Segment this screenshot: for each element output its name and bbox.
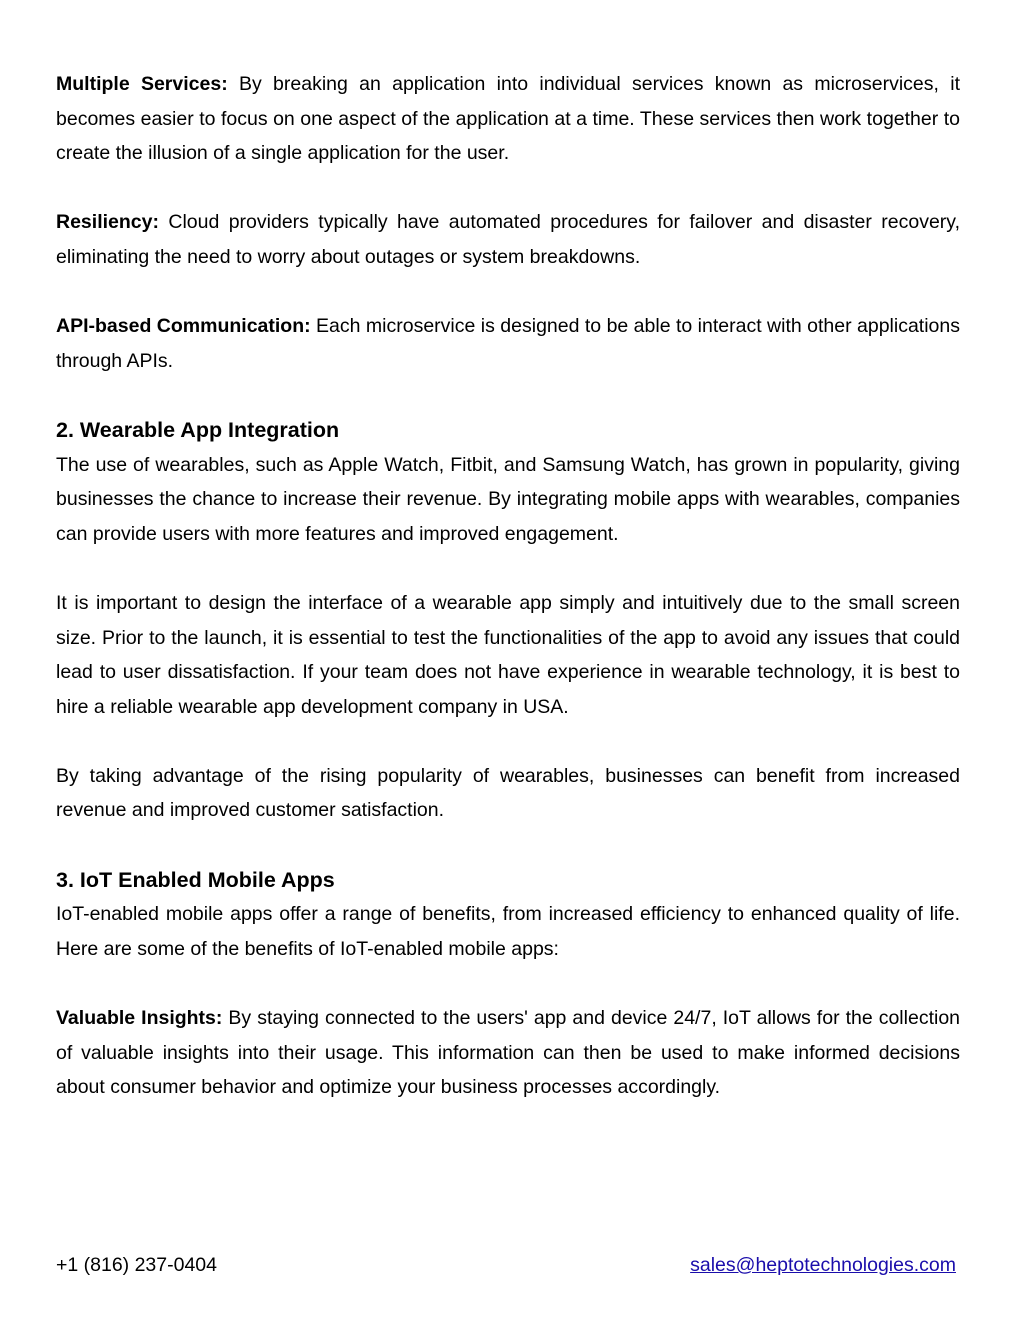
iot-intro-paragraph: IoT-enabled mobile apps offer a range of benefits, from increased efficiency to enhanced quality of life. Here are some of the benefits of IoT-enabled mobile apps: [56,903,960,960]
page-footer [56,1250,956,1280]
valuable-insights-lead: Valuable Insights: [56,1007,223,1030]
resiliency-paragraph [56,205,960,274]
valuable-insights-text: By staying connected to the users' app and device 24/7, IoT allows for the collection of valuable insights into their usage. This information can then be used to make informed decisions about consumer behavior and optimize your business processes accordingly. [56,1007,961,1099]
multiple-services-lead: Multiple Services: [56,73,228,95]
api-communication-text: Each microservice is designed to be able to interact with other applications through APIs. [56,315,961,372]
api-communication-lead: API-based Communication: [56,315,311,338]
wearable-heading: 2. Wearable App Integration [56,417,340,442]
valuable-insights-paragraph [56,1001,960,1105]
resiliency-text: Cloud providers typically have automated procedures for failover and disaster recovery, eliminating the need to worry about outages or system breakdowns. [56,211,960,268]
wearable-paragraph-1: The use of wearables, such as Apple Watch, Fitbit, and Samsung Watch, has grown in popularity, giving businesses the chance to increase their revenue. By integrating mobile apps with wearables, companies can provide users with more features and improved engagement. [56,453,960,545]
iot-heading: 3. IoT Enabled Mobile Apps [56,867,335,892]
multiple-services-paragraph [56,67,960,171]
wearable-paragraph-3: By taking advantage of the rising popularity of wearables, businesses can benefit from increased revenue and improved customer satisfaction. [56,764,960,822]
api-communication-paragraph [56,309,960,378]
multiple-services-text: By breaking an application into individual services known as microservices, it becomes easier to focus on one aspect of the application at a time. These services then work together to create the illusion of a single application for the user. [56,73,960,165]
resiliency-lead: Resiliency: [56,211,159,234]
document-body [56,67,960,1105]
footer-email-link[interactable]: sales@heptotechnologies.com [690,1254,956,1276]
footer-phone: +1 (816) 237-0404 [56,1254,217,1276]
wearable-paragraph-2: It is important to design the interface of a wearable app simply and intuitively due to the small screen size. Prior to the launch, it is essential to test the functionalities of the app to avoid any issues that could lead to user dissatisfaction. If your team does not have experience in wearable technology, it is best to hire a reliable wearable app development company in USA. [56,591,960,718]
